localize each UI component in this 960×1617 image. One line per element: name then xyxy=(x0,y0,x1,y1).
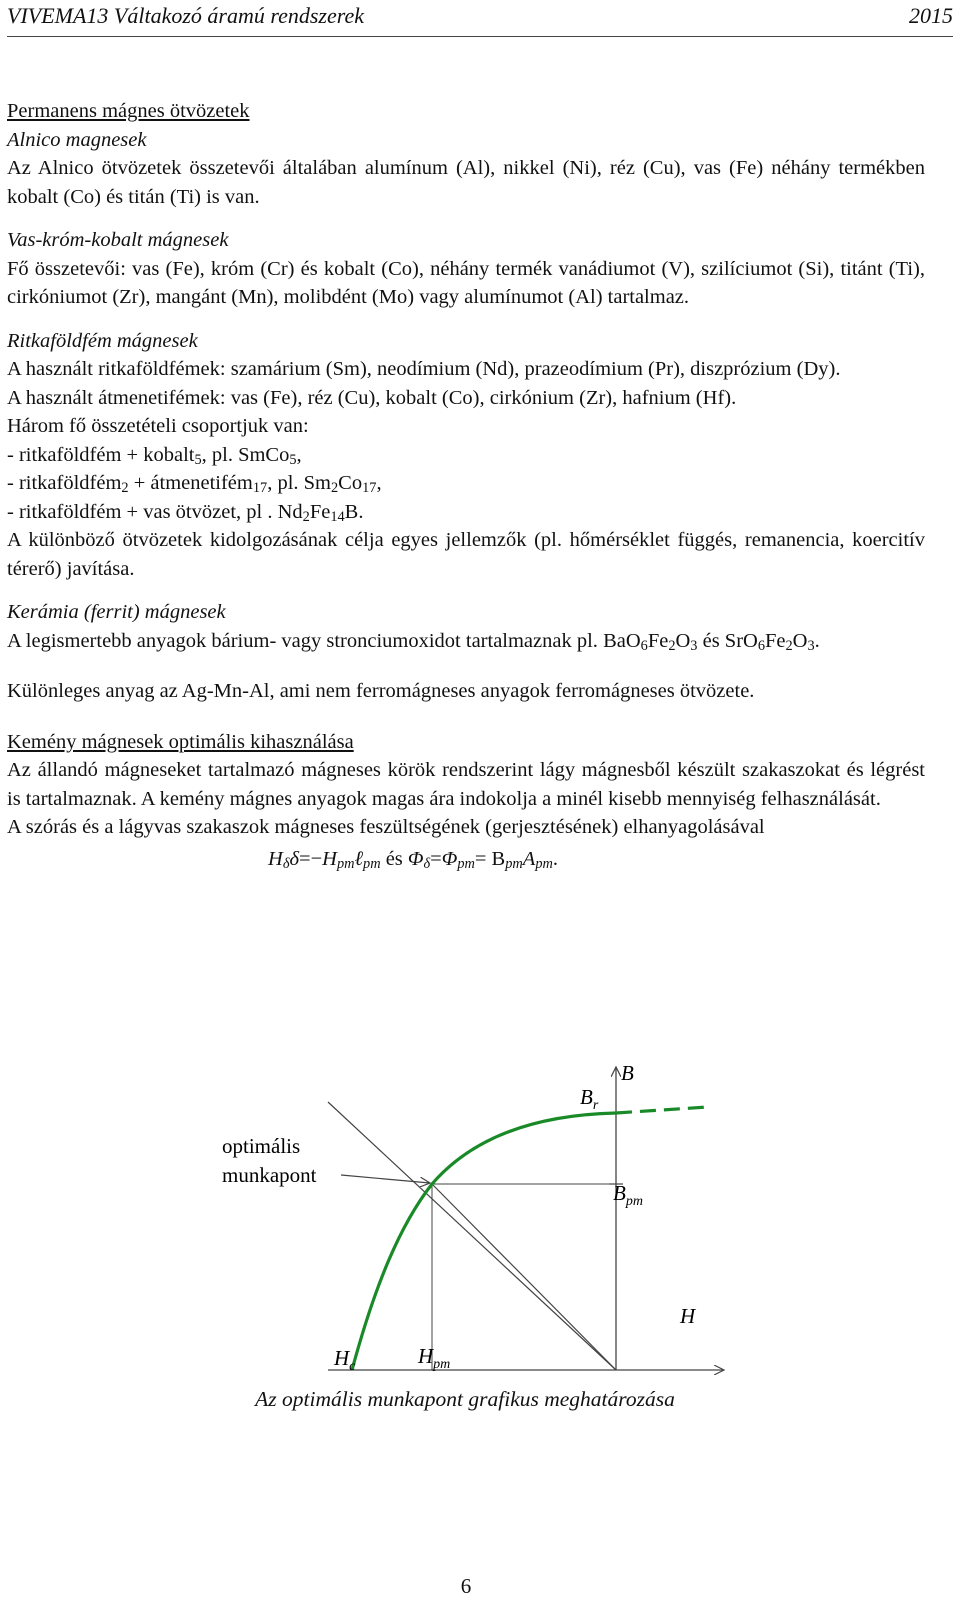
list-item-smco: - ritkaföldfém + kobalt$_5$, pl. SmCo$_5$, xyxy=(7,443,302,468)
header-title: VIVEMA13 Váltakozó áramú rendszerek xyxy=(7,3,365,28)
section-title-kemeny: Kemény mágnesek optimális kihasználása xyxy=(7,730,354,753)
formula: $H_\delta\delta=-H_{pm}\ell_{pm}$ és $\Phi_\delta=\Phi_{pm}= B_{pm}A_{pm}$. xyxy=(268,847,558,872)
paragraph-ag-mn-al: Különleges anyag az Ag-Mn-Al, ami nem ferromágneses anyagok ferromágneses ötvözete. xyxy=(7,680,755,702)
subsection-title-keramia: Kerámia (ferrit) mágnesek xyxy=(7,601,226,623)
page-header xyxy=(7,0,953,37)
label-optimalis: optimális xyxy=(222,1134,301,1158)
list-item-ndfeb: - ritkaföldfém + vas ötvözet, pl . $Nd_2Fe_{14}B$. xyxy=(7,500,364,525)
label-munkapont: munkapont xyxy=(222,1163,317,1187)
paragraph-ritkafoldfem-4: A különböző ötvözetek kidolgozásának célja egyes jellemzők (pl. hőmérséklet függés, remanencia, koercitív térerő) javítása. xyxy=(7,529,925,580)
paragraph-ritkafoldfem-1: A használt ritkaföldfémek: szamárium (Sm), neodímium (Nd), prazeodímium (Pr), diszprózium (Dy). xyxy=(7,358,841,380)
paragraph-keramia: A legismertebb anyagok bárium- vagy stronciumoxidot tartalmaznak pl. $BaO_6Fe_2O_3$ és $SrO_6Fe_2O_3$. xyxy=(7,629,820,654)
header-year: 2015 xyxy=(909,3,953,28)
label-hc: $H_c$ xyxy=(334,1346,356,1374)
diagonal-line xyxy=(328,1102,616,1370)
paragraph-ritkafoldfem-2: A használt átmenetifémek: vas (Fe), réz (Cu), kobalt (Co), cirkónium (Zr), hafnium (Hf). xyxy=(7,386,737,409)
load-line xyxy=(432,1184,616,1370)
paragraph-ritkafoldfem-3: Három fő összetételi csoportjuk van: xyxy=(7,415,309,437)
document-body xyxy=(7,97,925,873)
subsection-title-alnico: Alnico magnesek xyxy=(7,128,147,151)
paragraph-kemeny-2: A szórás és a lágyvas szakaszok mágneses feszültségének (gerjesztésének) elhanyagolásával xyxy=(7,816,765,838)
label-h-axis: H xyxy=(680,1304,696,1328)
page-number: 6 xyxy=(460,1574,472,1598)
figure-caption: Az optimális munkapont grafikus meghatározása xyxy=(255,1387,675,1411)
section-title-permanens: Permanens mágnes ötvözetek xyxy=(7,100,250,122)
subsection-title-vas-krom-kobalt: Vas-króm-kobalt mágnesek xyxy=(7,229,229,251)
subsection-title-ritkafoldfem: Ritkaföldfém mágnesek xyxy=(7,329,198,352)
paragraph-kemeny-1: Az állandó mágneseket tartalmazó mágneses körök rendszerint lágy mágnesből készült szakaszokat és légrést is tartalmaznak. A kemény mágnes anyagok magas ára indokolja a minél kisebb mennyiség felhasználását. xyxy=(7,759,925,810)
label-hpm: $H_{pm}$ xyxy=(418,1344,451,1372)
curve-extension-dashed xyxy=(616,1107,708,1113)
label-bpm: $B_{pm}$ xyxy=(613,1181,643,1209)
label-br: $B_r$ xyxy=(580,1085,599,1113)
callout-arrow xyxy=(341,1175,430,1183)
paragraph-alnico: Az Alnico ötvözetek összetevői általában alumínum (Al), nikkel (Ni), réz (Cu), vas (Fe) néhány termékben kobalt (Co) és titán (Ti) is van. xyxy=(7,157,925,208)
list-item-sm2co17: - ritkaföldfém$_2$ + átmenetifém$_{17}$, pl. $Sm_2Co_{17}$, xyxy=(7,472,382,496)
paragraph-vas-krom-kobalt: Fő összetevői: vas (Fe), króm (Cr) és kobalt (Co), néhány termék vanádiumot (V), szilíciumot (Si), titánt (Ti), cirkóniumot (Zr), mangánt (Mn), molibdént (Mo) vagy alumínumot (Al) tartalmaz. xyxy=(7,257,925,308)
demagnetization-curve xyxy=(352,1113,616,1370)
label-b-axis: B xyxy=(621,1061,634,1085)
